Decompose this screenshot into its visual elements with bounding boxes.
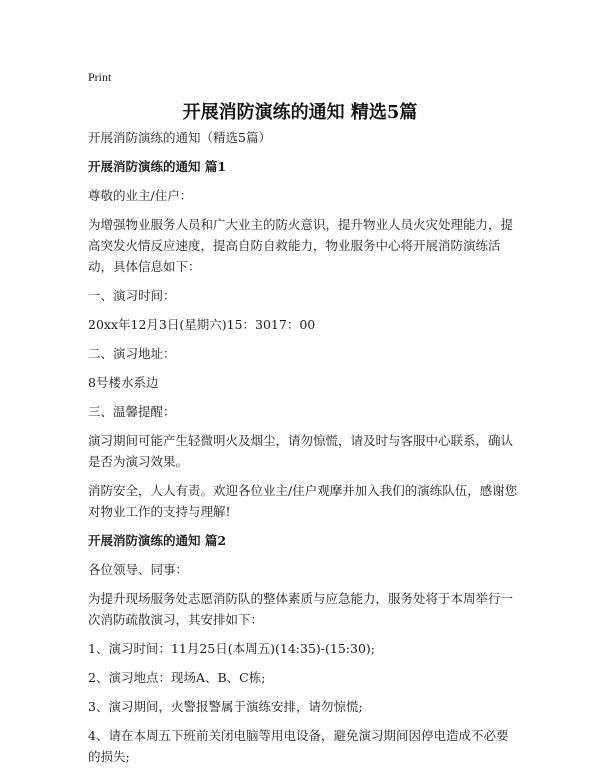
document-subtitle: 开展消防演练的通知（精选5篇） — [88, 130, 271, 145]
section-1-time-label: 一、演习时间： — [88, 288, 176, 303]
section-2-greeting: 各位领导、同事： — [88, 562, 189, 577]
section-1-tips-label: 三、温馨提醒： — [88, 404, 176, 419]
section-1-place-label: 二、演习地址： — [88, 346, 176, 361]
section-2-item: 3、演习期间，火警报警属于演练安排，请勿惊慌; — [88, 699, 363, 714]
section-1-greeting: 尊敬的业主/住户： — [88, 188, 193, 203]
section-1-heading: 开展消防演练的通知 篇1 — [88, 159, 227, 174]
section-1-time-value: 20xx年12月3日(星期六)15：3017：00 — [88, 317, 316, 332]
print-link[interactable]: Print — [88, 70, 112, 84]
section-2-heading: 开展消防演练的通知 篇2 — [88, 533, 227, 548]
page-title: 开展消防演练的通知 精选5篇 — [182, 102, 418, 123]
section-2-intro: 为提升现场服务处志愿消防队的整体素质与应急能力，服务处将于本周举行一次消防疏散演习，其安排如下： — [88, 591, 514, 627]
section-1-place-value: 8号楼水系边 — [88, 375, 159, 390]
section-1-tips-text: 演习期间可能产生轻微明火及烟尘，请勿惊慌，请及时与客服中心联系，确认是否为演习效果。 — [88, 433, 514, 469]
section-1-closing: 消防安全，人人有责。欢迎各位业主/住户观摩并加入我们的演练队伍，感谢您对物业工作的支持与理解! — [88, 483, 518, 519]
section-2-item: 2、演习地点：现场A、B、C栋; — [88, 670, 266, 685]
section-1-intro: 为增强物业服务人员和广大业主的防火意识，提升物业人员火灾处理能力，提高突发火情反应速度，提高自防自救能力，物业服务中心将开展消防演练活动，具体信息如下： — [88, 217, 514, 274]
section-2-item: 1、演习时间：11月25日(本周五)(14:35)-(15:30); — [88, 641, 376, 656]
section-2-item: 4、请在本周五下班前关闭电脑等用电设备，避免演习期间因停电造成不必要的损失; — [88, 728, 509, 764]
document-body — [88, 127, 518, 775]
